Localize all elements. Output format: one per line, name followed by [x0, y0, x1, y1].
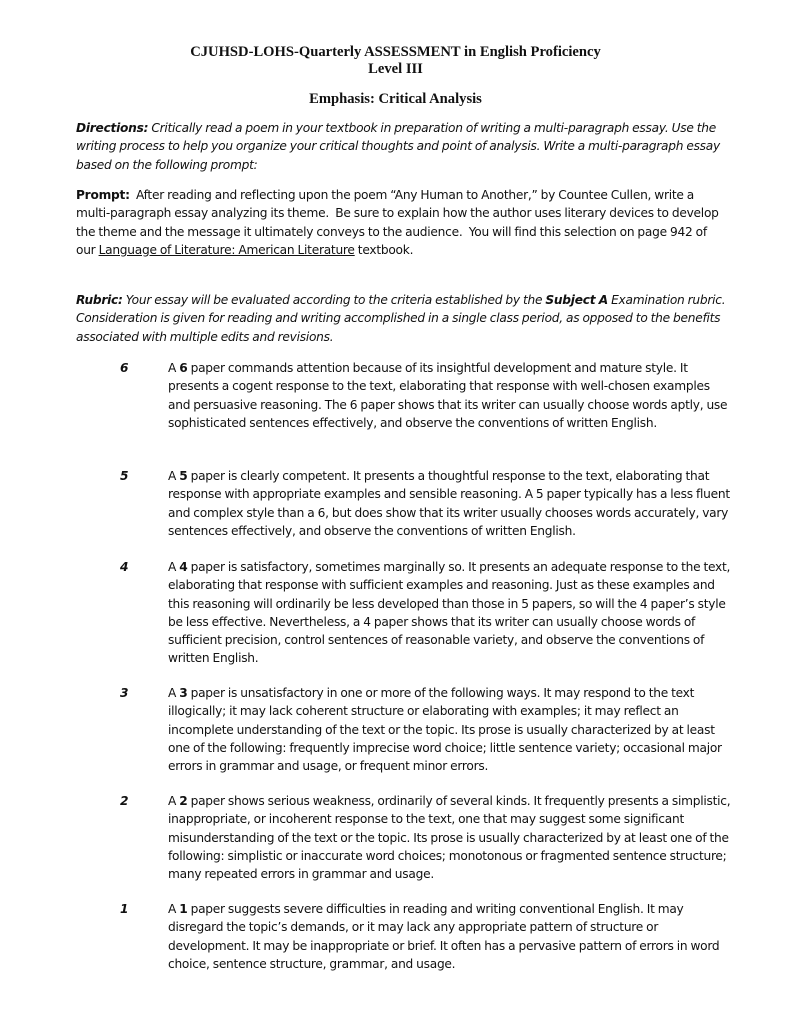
score-number: 6: [120, 361, 129, 375]
score-inline-number: 3: [179, 686, 188, 700]
prompt-label: Prompt:: [76, 188, 130, 202]
directions-paragraph: [76, 119, 726, 174]
score-number: 1: [120, 902, 129, 916]
score-description: A 1 paper suggests severe difficulties in reading and writing conventional English. It may disregard the topic’s demands, or it may lack any appropriate pattern of structure or development. It may be inappropriate or brief. It often has a pervasive pattern of errors in word choice, sentence structure, grammar, and usage.: [168, 902, 720, 971]
textbook-title: Language of Literature: American Literature: [98, 242, 355, 257]
score-inline-number: 1: [179, 902, 188, 916]
document-emphasis: Emphasis: Critical Analysis: [309, 91, 482, 107]
rubric-text-after: Examination rubric. Consideration is given for reading and writing accomplished in a single class period, as opposed to the benefits associated with multiple edits and revisions.: [76, 293, 726, 344]
rubric-paragraph: [76, 291, 726, 346]
score-number: 3: [120, 686, 129, 700]
prompt-paragraph: [76, 186, 726, 259]
rubric-text-before: Your essay will be evaluated according to the criteria established by the: [122, 293, 546, 307]
score-description: A 4 paper is satisfactory, sometimes marginally so. It presents an adequate response to the text, elaborating that response with sufficient examples and reasoning. Just as these examples and this reasoning will ordinarily be less developed than those in 5 papers, so will the 4 paper’s style be less effective. Nevertheless, a 4 paper shows that its writer can usually choose words of sufficient precision, control sentences of reasonable variety, and observe the conventions of written English.: [168, 560, 731, 666]
score-number: 4: [120, 560, 129, 574]
document-title: CJUHSD-LOHS-Quarterly ASSESSMENT in English Proficiency: [190, 44, 601, 60]
score-number: 2: [120, 794, 129, 808]
score-description: A 6 paper commands attention because of its insightful development and mature style. It presents a cogent response to the text, elaborating that response with well-chosen examples and persuasive reasoning. The 6 paper shows that its writer can usually choose words aptly, use sophisticated sentences effectively, and observe the conventions of written English.: [168, 361, 728, 430]
subject-a: Subject A: [545, 293, 608, 307]
rubric-label: Rubric:: [76, 293, 123, 307]
prompt-text-before: After reading and reflecting upon the poem “Any Human to Another,” by Countee Cullen, write a multi-paragraph essay analyzing its theme. Be sure to explain how the author uses literary devices to develop the theme and the message it ultimately conveys to the audience. You will find this selection on page 942 of our: [76, 188, 722, 257]
score-description: A 3 paper is unsatisfactory in one or more of the following ways. It may respond to the text illogically; it may lack coherent structure or elaborating with examples; it may reflect an incomplete understanding of the text or the topic. Its prose is usually characterized by at least one of the following: frequently imprecise word choice; little sentence variety; occasional major errors in grammar and usage, or frequent minor errors.: [168, 686, 722, 774]
score-inline-number: 5: [179, 469, 188, 483]
score-description: A 2 paper shows serious weakness, ordinarily of several kinds. It frequently presents a simplistic, inappropriate, or incoherent response to the text, one that may suggest some significant misunderstanding of the text or the topic. Its prose is usually characterized by at least one of the following: simplistic or inaccurate word choices; monotonous or fragmented sentence structure; many repeated errors in grammar and usage.: [168, 794, 731, 882]
score-inline-number: 2: [179, 794, 188, 808]
score-inline-number: 4: [179, 560, 188, 574]
prompt-text-after: textbook.: [354, 242, 414, 257]
score-number: 5: [120, 469, 129, 483]
document-level: Level III: [368, 61, 423, 77]
score-description: A 5 paper is clearly competent. It presents a thoughtful response to the text, elaborating that response with appropriate examples and sensible reasoning. A 5 paper typically has a less fluent and complex style than a 6, but does show that its writer usually chooses words accurately, vary sentences effectively, and observe the conventions of written English.: [168, 469, 730, 538]
directions-text: Critically read a poem in your textbook in preparation of writing a multi-paragraph essay. Use the writing process to help you organize your critical thoughts and point of analysis. Write a multi-paragraph essay based on the following prompt:: [76, 121, 720, 172]
directions-label: Directions:: [76, 121, 149, 135]
score-inline-number: 6: [179, 361, 188, 375]
